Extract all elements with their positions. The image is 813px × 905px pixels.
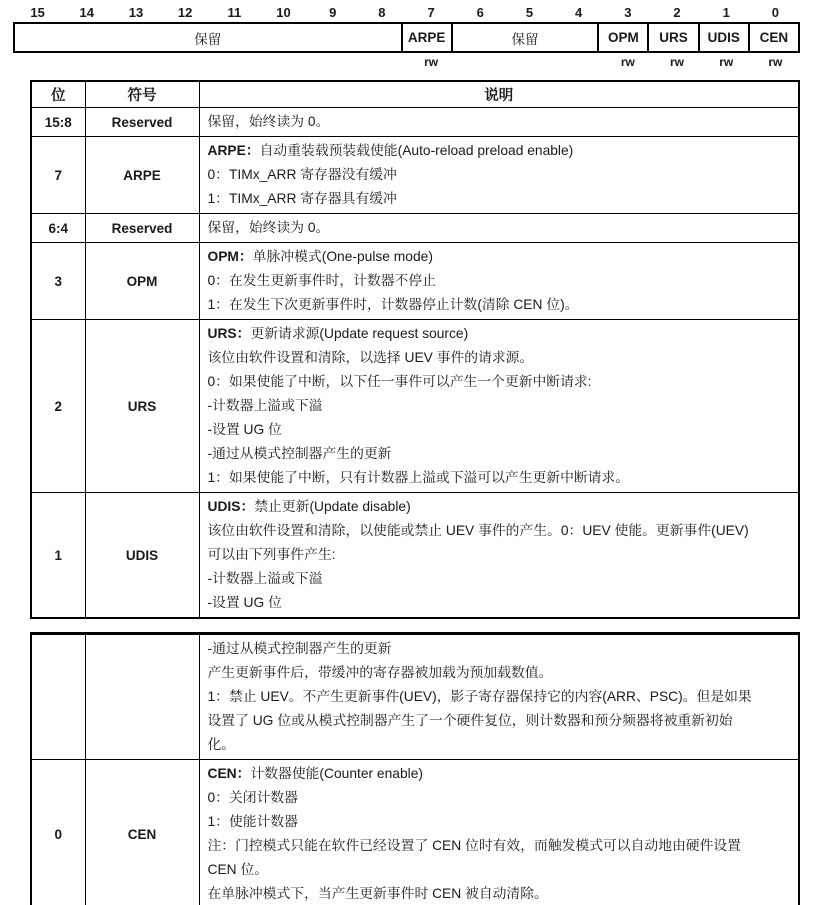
description-line: 该位由软件设置和清除，以使能或禁止 UEV 事件的产生。0：UEV 使能。更新事件(UEV)	[207, 523, 749, 538]
description-line: -计数器上溢或下溢	[207, 398, 323, 413]
description-line: 保留，始终读为 0。	[207, 220, 330, 235]
description-line: 1：TIMx_ARR 寄存器具有缓冲	[207, 191, 397, 206]
bit-number-row	[13, 3, 800, 22]
bit-number: 4	[575, 5, 583, 20]
bit-cell: 2	[31, 320, 85, 493]
bit-number: 2	[673, 5, 681, 20]
description-line: 0：如果使能了中断，以下任一事件可以产生一个更新中断请求:	[207, 374, 592, 389]
bit-number: 10	[276, 5, 291, 20]
description-line: 保留，始终读为 0。	[207, 114, 330, 129]
description-cell	[199, 634, 799, 760]
bit-number: 5	[525, 5, 534, 20]
access-type-label: rw	[768, 55, 783, 69]
bit-field-opm: OPM	[597, 24, 647, 51]
bit-cell: 6:4	[31, 214, 85, 243]
table-row	[31, 493, 799, 619]
symbol-cell: Reserved	[85, 108, 199, 137]
description-line: 0：在发生更新事件时，计数器不停止	[207, 273, 436, 288]
description-line: 0：关闭计数器	[207, 790, 298, 805]
bit-number: 14	[79, 5, 95, 20]
bit-field-row	[13, 22, 800, 53]
table-row	[31, 634, 799, 760]
access-type-label: rw	[620, 55, 635, 69]
description-line: 0：TIMx_ARR 寄存器没有缓冲	[207, 167, 397, 182]
description-cell	[199, 760, 799, 905]
description-cell	[199, 493, 799, 619]
bit-cell: 15:8	[31, 108, 85, 137]
access-type-label	[456, 53, 604, 71]
description-line: URS：更新请求源(Update request source)	[207, 326, 469, 341]
description-cell	[199, 214, 799, 243]
bit-cell: 7	[31, 137, 85, 214]
description-line: -通过从模式控制器产生的更新	[207, 446, 392, 461]
description-line: CEN：计数器使能(Counter enable)	[207, 766, 423, 781]
description-line: OPM：单脉冲模式(One-pulse mode)	[207, 249, 433, 264]
symbol-cell: UDIS	[85, 493, 199, 619]
access-type-label: rw	[719, 55, 734, 69]
table-row	[31, 320, 799, 493]
description-line: 化。	[207, 737, 236, 752]
description-line: -通过从模式控制器产生的更新	[207, 641, 392, 656]
register-bit-diagram	[13, 3, 800, 71]
bit-number: 7	[427, 5, 435, 20]
table-header-row	[31, 81, 799, 108]
bit-cell	[31, 634, 85, 760]
bit-field-arpe: ARPE	[401, 24, 451, 51]
description-line: CEN 位。	[207, 862, 269, 877]
bit-number: 15	[30, 5, 45, 20]
access-type-label: rw	[424, 55, 439, 69]
bit-number: 13	[128, 5, 144, 20]
description-line: -设置 UG 位	[207, 595, 282, 610]
description-line: 1：如果使能了中断，只有计数器上溢或下溢可以产生更新中断请求。	[207, 470, 630, 485]
description-cell	[199, 137, 799, 214]
table-row	[31, 243, 799, 320]
symbol-cell: OPM	[85, 243, 199, 320]
symbol-cell: CEN	[85, 760, 199, 905]
bit-number: 6	[476, 5, 484, 20]
bit-number: 8	[378, 5, 386, 20]
bit-field-udis: UDIS	[698, 24, 748, 51]
table-row	[31, 760, 799, 905]
bit-field-reserved: 保留	[194, 31, 222, 47]
description-line: 产生更新事件后，带缓冲的寄存器被加载为预加载数值。	[207, 665, 553, 680]
bit-field-urs: URS	[647, 24, 697, 51]
table-row	[31, 108, 799, 137]
symbol-cell: URS	[85, 320, 199, 493]
bit-number: 9	[329, 5, 337, 20]
bit-field-cen: CEN	[748, 24, 798, 51]
description-cell	[199, 108, 799, 137]
access-type-label	[13, 53, 407, 71]
description-cell	[199, 243, 799, 320]
bit-field-reserved: 保留	[451, 24, 598, 51]
description-line: -设置 UG 位	[207, 422, 282, 437]
description-line: 1：在发生下次更新事件时，计数器停止计数(清除 CEN 位)。	[207, 297, 579, 312]
access-type-row	[13, 53, 800, 71]
description-line: 1：禁止 UEV。不产生更新事件(UEV)，影子寄存器保持它的内容(ARR、PSC)。但是如果	[207, 689, 752, 704]
description-line: UDIS：禁止更新(Update disable)	[207, 499, 411, 514]
description-line: -计数器上溢或下溢	[207, 571, 323, 586]
bit-cell: 1	[31, 493, 85, 619]
symbol-cell	[85, 634, 199, 760]
symbol-cell: Reserved	[85, 214, 199, 243]
bit-description-table	[30, 80, 800, 619]
description-line: ARPE：自动重装载预装载使能(Auto-reload preload enable)	[207, 143, 574, 158]
bit-number: 0	[771, 5, 780, 20]
symbol-cell: ARPE	[85, 137, 199, 214]
table-row	[31, 137, 799, 214]
description-line: 设置了 UG 位或从模式控制器产生了一个硬件复位，则计数器和预分频器将被重新初始	[207, 713, 733, 728]
access-type-label: rw	[670, 55, 685, 69]
column-header: 位	[31, 81, 85, 108]
description-line: 在单脉冲模式下，当产生更新事件时 CEN 被自动清除。	[207, 886, 548, 901]
bit-number: 12	[177, 5, 193, 20]
bit-cell: 3	[31, 243, 85, 320]
description-cell	[199, 320, 799, 493]
column-header: 说明	[199, 81, 799, 108]
description-line: 注：门控模式只能在软件已经设置了 CEN 位时有效，而触发模式可以自动地由硬件设置	[207, 838, 741, 853]
column-header: 符号	[85, 81, 199, 108]
table-row	[31, 214, 799, 243]
description-line: 可以由下列事件产生:	[207, 547, 336, 562]
bit-number: 11	[227, 5, 242, 20]
bit-number: 3	[624, 5, 632, 20]
description-line: 该位由软件设置和清除，以选择 UEV 事件的请求源。	[207, 350, 534, 365]
bit-cell: 0	[31, 760, 85, 905]
bit-description-table-continued	[30, 632, 800, 905]
bit-number: 1	[722, 5, 730, 20]
description-line: 1：使能计数器	[207, 814, 298, 829]
